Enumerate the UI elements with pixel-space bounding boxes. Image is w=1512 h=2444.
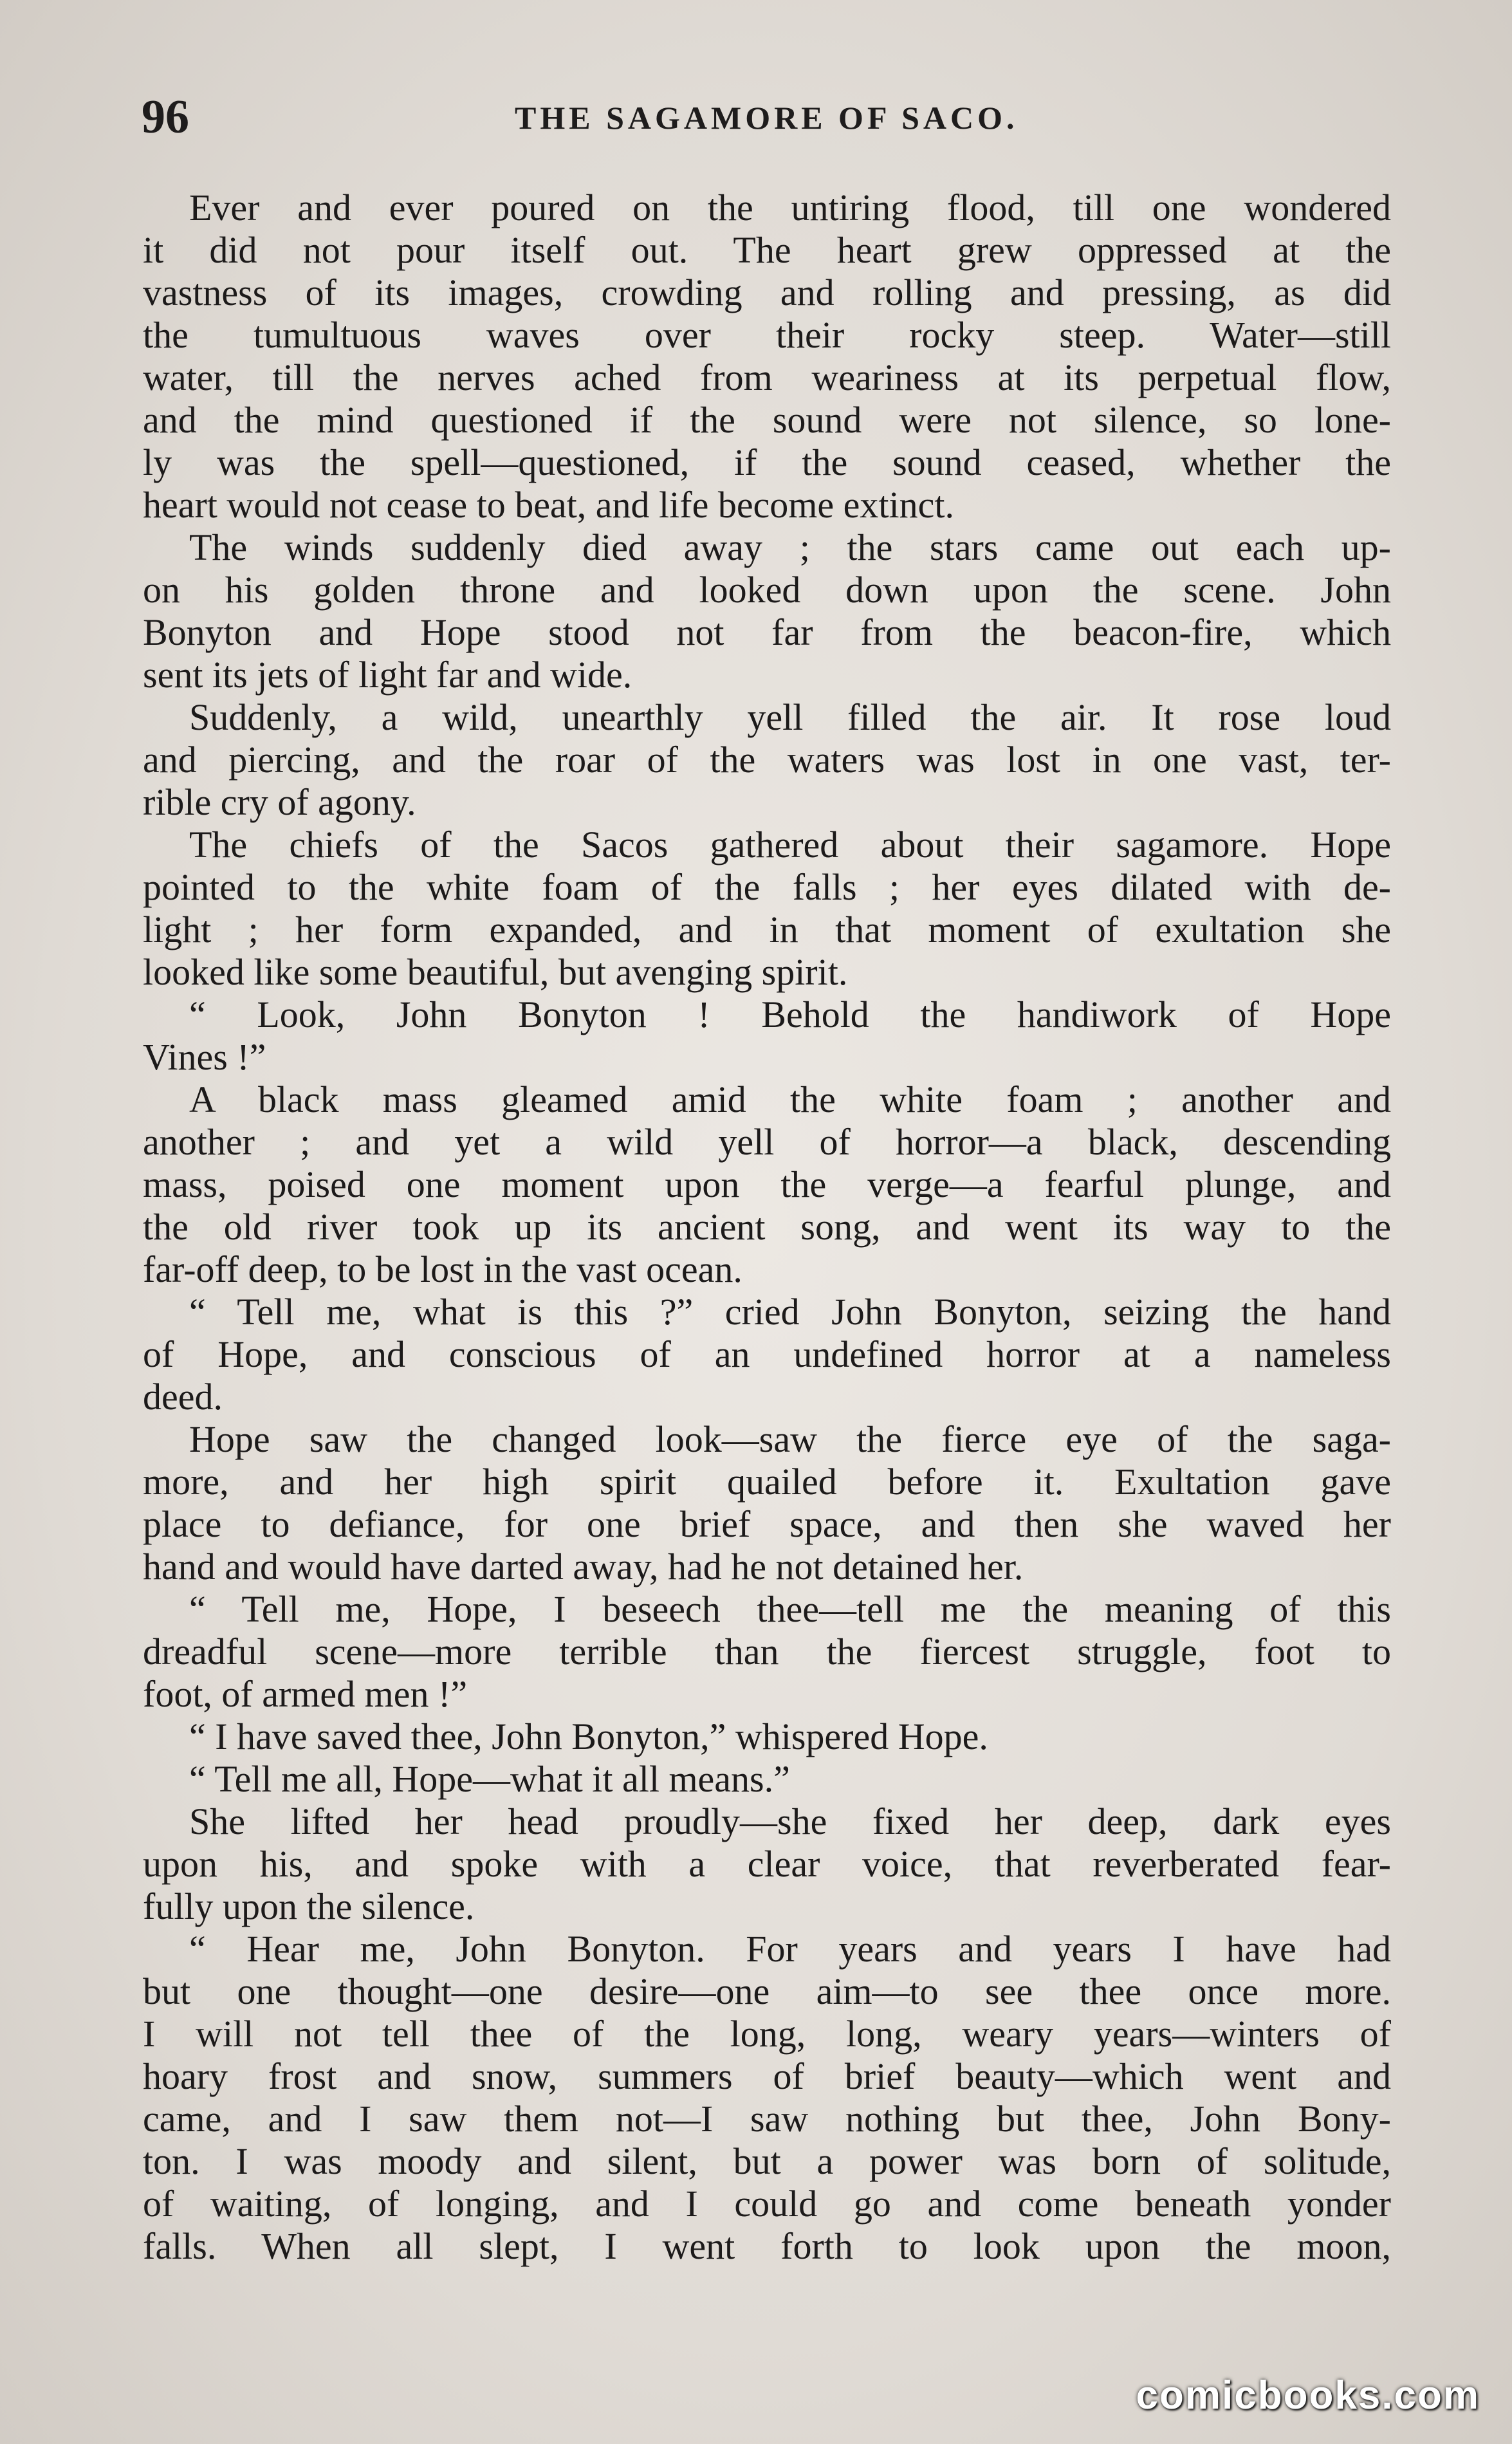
text-line: Bonyton and Hope stood not far from the beacon-fire, which xyxy=(143,611,1391,653)
text-line: the tumultuous waves over their rocky steep. Water—still xyxy=(143,314,1391,356)
text-line: falls. When all slept, I went forth to look upon the moon, xyxy=(143,2225,1391,2267)
text-line: and the mind questioned if the sound were not silence, so lone- xyxy=(143,399,1391,441)
text-line: more, and her high spirit quailed before it. Exultation gave xyxy=(143,1461,1391,1503)
text-line: looked like some beautiful, but avenging spirit. xyxy=(143,951,848,993)
text-line: of Hope, and conscious of an undefined horror at a nameless xyxy=(143,1333,1391,1375)
text-line: far-off deep, to be lost in the vast ocean. xyxy=(143,1248,742,1290)
text-line: mass, poised one moment upon the verge—a fearful plunge, and xyxy=(143,1163,1391,1205)
text-line: foot, of armed men !” xyxy=(143,1673,468,1715)
text-line: sent its jets of light far and wide. xyxy=(143,654,632,696)
text-line: of waiting, of longing, and I could go and come beneath yonder xyxy=(143,2183,1391,2225)
text-line: hoary frost and snow, summers of brief beauty—which went and xyxy=(143,2055,1391,2097)
text-line: “ Tell me, what is this ?” cried John Bonyton, seizing the hand xyxy=(189,1291,1391,1333)
body-text xyxy=(143,187,1391,2268)
text-line: pointed to the white foam of the falls ; her eyes dilated with de- xyxy=(143,866,1391,908)
text-line: another ; and yet a wild yell of horror—a black, descending xyxy=(143,1121,1391,1163)
text-line: Suddenly, a wild, unearthly yell filled the air. It rose loud xyxy=(189,696,1391,738)
text-line: light ; her form expanded, and in that moment of exultation she xyxy=(143,909,1391,950)
text-line: ton. I was moody and silent, but a power was born of solitude, xyxy=(143,2140,1391,2182)
text-line: on his golden throne and looked down upon the scene. John xyxy=(143,569,1391,611)
watermark: comicbooks.com xyxy=(1136,2373,1480,2418)
text-line: deed. xyxy=(143,1376,223,1418)
text-line: “ I have saved thee, John Bonyton,” whispered Hope. xyxy=(189,1716,988,1757)
text-line: I will not tell thee of the long, long, weary years—winters of xyxy=(143,2013,1391,2055)
text-line: “ Tell me, Hope, I beseech thee—tell me the meaning of this xyxy=(189,1588,1391,1630)
text-line: heart would not cease to beat, and life become extinct. xyxy=(143,484,954,526)
text-line: The chiefs of the Sacos gathered about their sagamore. Hope xyxy=(189,824,1391,866)
text-line: A black mass gleamed amid the white foam ; another and xyxy=(189,1079,1391,1120)
text-line: but one thought—one desire—one aim—to see thee once more. xyxy=(143,1970,1391,2012)
text-line: it did not pour itself out. The heart grew oppressed at the xyxy=(143,229,1391,271)
text-line: vastness of its images, crowding and rolling and pressing, as did xyxy=(143,272,1391,313)
text-line: the old river took up its ancient song, and went its way to the xyxy=(143,1206,1391,1248)
text-line: dreadful scene—more terrible than the fiercest struggle, foot to xyxy=(143,1631,1391,1672)
text-line: and piercing, and the roar of the waters was lost in one vast, ter- xyxy=(143,739,1391,781)
text-line: Ever and ever poured on the untiring flood, till one wondered xyxy=(189,187,1391,228)
text-line: came, and I saw them not—I saw nothing but thee, John Bony- xyxy=(143,2098,1391,2140)
text-line: fully upon the silence. xyxy=(143,1885,475,1927)
page-number: 96 xyxy=(142,91,189,143)
text-line: rible cry of agony. xyxy=(143,781,416,823)
text-line: hand and would have darted away, had he not detained her. xyxy=(143,1546,1024,1588)
text-line: The winds suddenly died away ; the stars came out each up- xyxy=(189,526,1391,568)
page-header xyxy=(142,90,1390,148)
text-line: “ Hear me, John Bonyton. For years and years I have had xyxy=(189,1928,1391,1970)
text-line: She lifted her head proudly—she fixed her deep, dark eyes xyxy=(189,1801,1391,1842)
text-line: place to defiance, for one brief space, and then she waved her xyxy=(143,1503,1391,1545)
running-title: THE SAGAMORE OF SACO. xyxy=(515,100,1019,136)
text-line: ly was the spell—questioned, if the sound ceased, whether the xyxy=(143,441,1391,483)
text-line: “ Look, John Bonyton ! Behold the handiwork of Hope xyxy=(189,994,1391,1035)
text-line: upon his, and spoke with a clear voice, that reverberated fear- xyxy=(143,1843,1391,1885)
text-line: Vines !” xyxy=(143,1036,266,1078)
text-line: water, till the nerves ached from weariness at its perpetual flow, xyxy=(143,356,1391,398)
text-line: “ Tell me all, Hope—what it all means.” xyxy=(189,1758,790,1800)
text-line: Hope saw the changed look—saw the fierce eye of the saga- xyxy=(189,1418,1391,1460)
